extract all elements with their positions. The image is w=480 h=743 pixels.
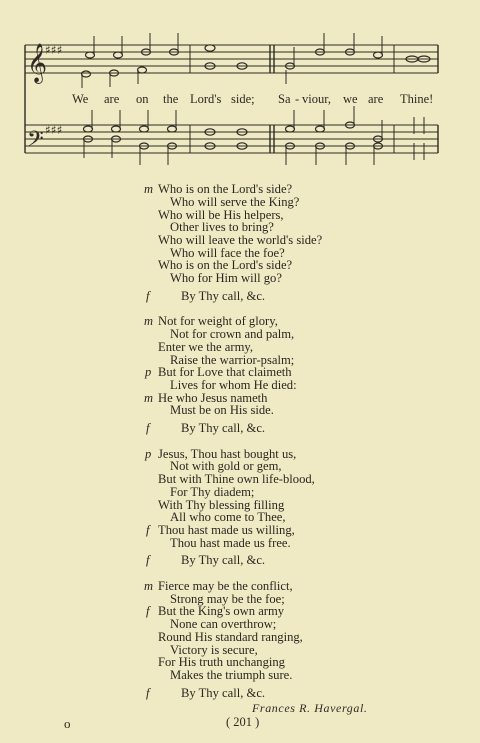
verse-line: With Thy blessing filling — [158, 497, 285, 512]
svg-text:♯♯♯: ♯♯♯ — [45, 43, 63, 57]
dynamic-mark: m — [144, 390, 154, 405]
dynamic-mark: f — [146, 421, 150, 436]
dynamic-mark: p — [145, 446, 152, 461]
verse-line: He who Jesus nameth — [158, 390, 268, 405]
verse-line: Who for Him will go? — [170, 271, 282, 286]
verse-line: Who will leave the world's side? — [158, 232, 323, 247]
verse-line: For His truth unchanging — [158, 655, 285, 670]
refrain-line: By Thy call, &c. — [181, 288, 266, 303]
lyric-syllable: on — [136, 92, 149, 106]
dynamic-mark: f — [146, 553, 150, 568]
score-lyrics — [0, 92, 480, 108]
lyric-syllable: side; — [231, 92, 255, 106]
verse-line: Who is on the Lord's side? — [158, 258, 293, 273]
dynamic-mark: f — [146, 685, 150, 700]
dynamic-mark: p — [145, 365, 152, 380]
lyric-syllable: - — [295, 92, 300, 106]
lyric-syllable: viour, — [302, 92, 332, 106]
verse-line: Lives for whom He died: — [170, 378, 297, 392]
lyric-syllable: are — [104, 92, 120, 106]
refrain-line: By Thy call, &c. — [181, 553, 266, 568]
margin-mark: o — [64, 716, 71, 731]
verse-line: Who will face the foe? — [170, 245, 285, 260]
dynamic-mark: m — [144, 182, 154, 196]
lyric-syllable: we — [343, 92, 358, 106]
verse-line: But for Love that claimeth — [158, 365, 292, 380]
verse-line: Must be on His side. — [170, 403, 274, 418]
verse-line: Enter we the army, — [158, 339, 253, 354]
verse-line: All who come to Thee, — [170, 510, 286, 525]
lyric-syllable: We — [72, 92, 89, 106]
verse-line: Who will serve the King? — [170, 194, 300, 209]
verse-line: Makes the triumph sure. — [170, 668, 293, 682]
lyric-syllable: Lord's — [190, 92, 222, 106]
verse-line: Strong may be the foe; — [170, 591, 285, 606]
verse-line: For Thy diadem; — [170, 484, 255, 499]
refrain-line: By Thy call, &c. — [181, 685, 266, 700]
dynamic-mark: f — [146, 604, 150, 619]
svg-text:♯♯♯: ♯♯♯ — [45, 123, 63, 137]
verse-line: Round His standard ranging, — [158, 629, 303, 644]
verse-line: Not for weight of glory, — [158, 314, 278, 329]
verse-line: Who will be His helpers, — [158, 207, 284, 222]
dynamic-mark: f — [146, 523, 150, 537]
verse-line: Fierce may be the conflict, — [158, 578, 293, 593]
page-number: ( 201 ) — [226, 715, 260, 729]
verse-line: But with Thine own life-blood, — [158, 472, 315, 486]
svg-text:𝄞: 𝄞 — [27, 43, 48, 83]
verse-line: Who is on the Lord's side? — [158, 182, 293, 196]
lyric-syllable: Thine! — [400, 92, 434, 106]
lyric-syllable: the — [163, 92, 179, 106]
verse-line: Raise the warrior-psalm; — [170, 352, 295, 367]
dynamic-mark: m — [144, 578, 154, 593]
verse-line: Jesus, Thou hast bought us, — [158, 446, 297, 461]
verse-line: Other lives to bring? — [170, 220, 274, 235]
lyric-syllable: Sa — [278, 92, 291, 106]
verse-line: Victory is secure, — [170, 642, 258, 657]
verse-line: Thou hast made us willing, — [158, 523, 295, 537]
verse-line: Thou hast made us free. — [170, 535, 291, 550]
verse-line: But the King's own army — [158, 604, 285, 619]
dynamic-mark: m — [144, 314, 154, 329]
refrain-line: By Thy call, &c. — [181, 421, 266, 436]
dynamic-mark: f — [146, 288, 150, 303]
verse-line: Not with gold or gem, — [170, 459, 282, 474]
author-credit: Frances R. Havergal. — [252, 701, 368, 716]
verse-line: Not for crown and palm, — [170, 327, 295, 341]
verse-line: None can overthrow; — [170, 617, 277, 631]
music-score — [0, 0, 480, 170]
svg-text:𝄢: 𝄢 — [27, 127, 44, 157]
lyric-syllable: are — [368, 92, 384, 106]
